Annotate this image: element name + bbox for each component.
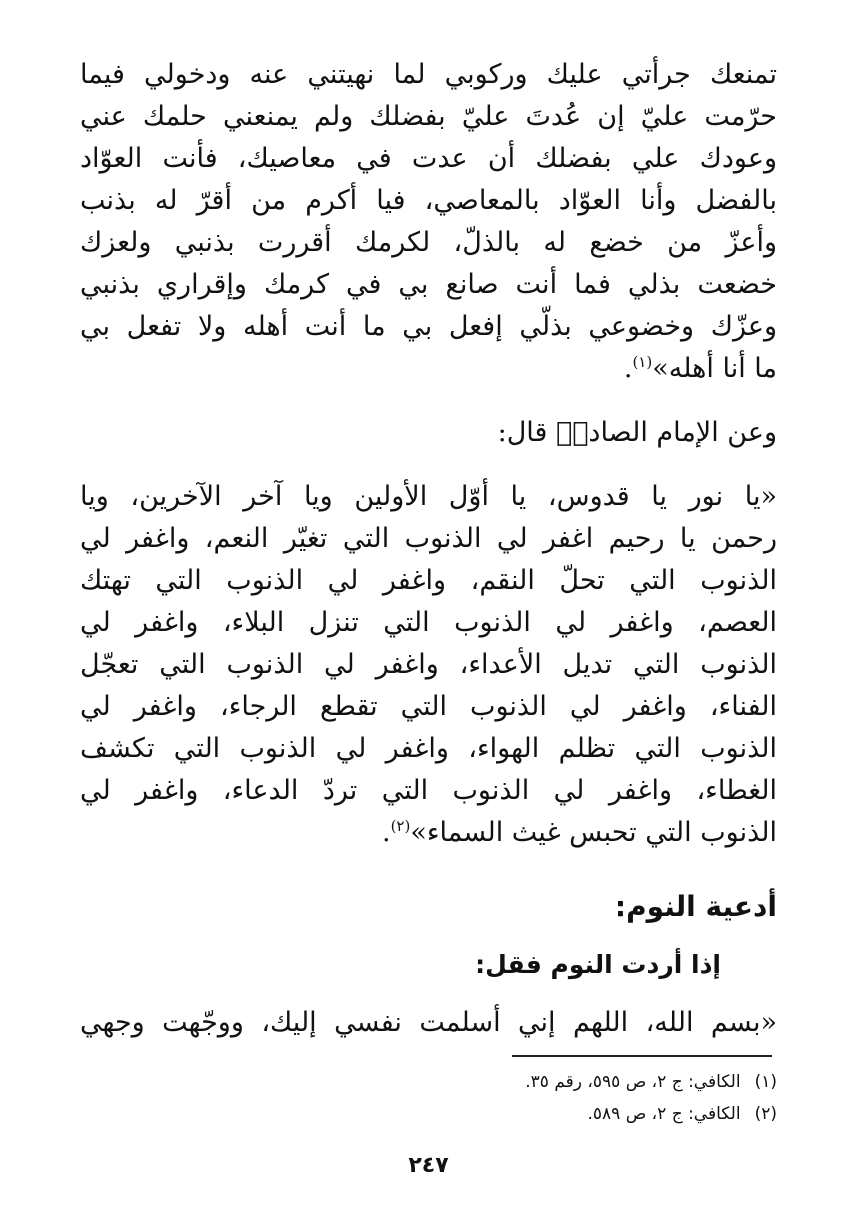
- period: .: [623, 353, 633, 384]
- period: .: [381, 817, 391, 848]
- page-number: ٢٤٧: [408, 1153, 449, 1178]
- paragraph-line: العصم، واغفر لي الذنوب التي تنزل البلاء، واغفر لي: [80, 607, 777, 638]
- paragraph-line: الفناء، واغفر لي الذنوب التي تقطع الرجاء، واغفر لي: [80, 691, 777, 722]
- paragraph-line: الغطاء، واغفر لي الذنوب التي تردّ الدعاء، واغفر لي: [80, 775, 777, 806]
- paragraph-line: رحمن يا رحيم اغفر لي الذنوب التي تغيّر النعم، واغفر لي: [80, 523, 777, 554]
- paragraph-line: «يا نور يا قدوس، يا أوّل الأولين ويا آخر الآخرين، ويا: [80, 481, 777, 512]
- section-heading: أدعية النوم:: [614, 890, 777, 923]
- footnote: [587, 1102, 777, 1126]
- paragraph-text: الذنوب التي تحبس غيث السماء»: [410, 817, 777, 848]
- footnote-ref: (٢): [390, 817, 411, 835]
- paragraph-line: الذنوب التي تديل الأعداء، واغفر لي الذنوب التي تعجّل: [80, 649, 777, 680]
- attribution-line: وعن الإمام الصادقؑ قال:: [497, 417, 777, 448]
- footnote: [525, 1070, 777, 1094]
- footnote-divider: [512, 1055, 772, 1057]
- footnote-text: الكافي: ج ٢، ص ٥٨٩.: [587, 1104, 741, 1124]
- paragraph-line: تمنعك جرأتي عليك وركوبي لما نهيتني عنه ودخولي فيما: [80, 59, 777, 90]
- paragraph-line: وأعزّ من خضع له بالذلّ، لكرمك أقررت بذنبي ولعزك: [80, 227, 777, 258]
- paragraph-line: الذنوب التي تحلّ النقم، واغفر لي الذنوب التي تهتك: [80, 565, 777, 596]
- footnote-text: الكافي: ج ٢، ص ٥٩٥، رقم ٣٥.: [525, 1072, 741, 1092]
- footnote-number: (١): [754, 1072, 777, 1092]
- paragraph-last-line: [382, 813, 777, 853]
- paragraph-line: وعزّك وخضوعي بذلّي إفعل بي ما أنت أهله ولا تفعل بي: [80, 311, 777, 342]
- paragraph-line: حرّمت عليّ إن عُدتَ عليّ بفضلك ولم يمنعني حلمك عني: [80, 101, 777, 132]
- paragraph-line: خضعت بذلي فما أنت صانع بي في كرمك وإقراري بذنبي: [80, 269, 777, 300]
- instruction-line: إذا أردت النوم فقل:: [475, 950, 721, 979]
- paragraph-line: الذنوب التي تظلم الهواء، واغفر لي الذنوب التي تكشف: [80, 733, 777, 764]
- paragraph-line: بالفضل وأنا العوّاد بالمعاصي، فيا أكرم من أقرّ له بذنب: [80, 185, 777, 216]
- footnote-ref: (١): [632, 353, 653, 371]
- paragraph-last-line: [624, 349, 777, 389]
- footnote-number: (٢): [754, 1104, 777, 1124]
- paragraph-text: ما أنا أهله»: [652, 353, 777, 384]
- paragraph-line: «بسم الله، اللهم إني أسلمت نفسي إليك، ووجّهت وجهي: [80, 1007, 777, 1038]
- paragraph-line: وعودك علي بفضلك أن عدت في معاصيك، فأنت العوّاد: [80, 143, 777, 174]
